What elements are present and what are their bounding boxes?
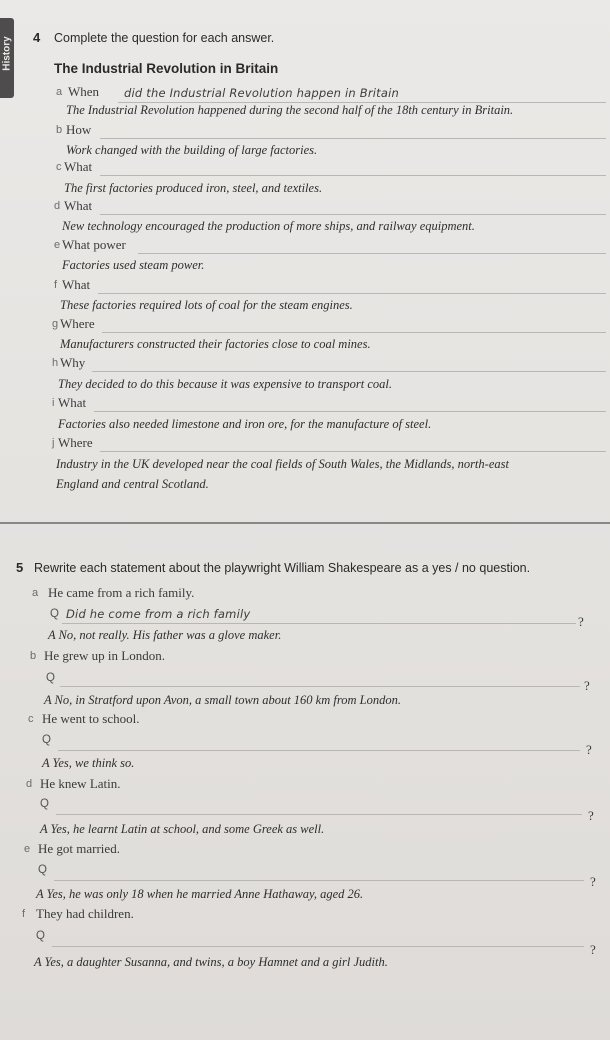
q-label: Q <box>42 734 51 746</box>
item-letter: c <box>28 713 34 725</box>
item-letter: f <box>22 908 26 920</box>
item-letter: h <box>52 357 59 369</box>
exercise-4-instruction: Complete the question for each answer. <box>54 31 275 45</box>
question-stem: Where <box>58 435 93 450</box>
item-letter: i <box>52 397 55 409</box>
answer-text: A Yes, he was only 18 when he married Anne Hathaway, aged 26. <box>36 887 364 901</box>
exercise-4-title: The Industrial Revolution in Britain <box>54 61 279 76</box>
item-letter: e <box>24 843 31 855</box>
question-mark: ? <box>584 678 590 693</box>
item-letter: a <box>56 86 63 98</box>
question-stem: When <box>68 84 100 99</box>
side-tab <box>0 18 14 98</box>
answer-text: Industry in the UK developed near the coal fields of South Wales, the Midlands, north-east <box>56 457 509 471</box>
answer-text: Factories also needed limestone and iron ore, for the manufacture of steel. <box>58 417 432 431</box>
answer-text: A Yes, a daughter Susanna, and twins, a boy Hamnet and a girl Judith. <box>34 955 388 969</box>
handwritten-answer[interactable]: Did he come from a rich family <box>66 607 251 621</box>
question-mark: ? <box>586 742 592 757</box>
item-letter: f <box>54 279 58 291</box>
handwritten-answer[interactable]: did the Industrial Revolution happen in Britain <box>124 86 399 100</box>
item-letter: b <box>30 650 37 662</box>
question-mark: ? <box>578 614 584 629</box>
q-label: Q <box>50 608 59 620</box>
question-stem: What <box>64 198 93 213</box>
answer-text: Work changed with the building of large factories. <box>66 143 318 157</box>
answer-text: The first factories produced iron, steel, and textiles. <box>64 181 323 195</box>
statement-text: He went to school. <box>42 711 140 726</box>
item-letter: g <box>52 318 59 330</box>
answer-text: A No, in Stratford upon Avon, a small town about 160 km from London. <box>44 693 401 707</box>
answer-text: The Industrial Revolution happened during the second half of the 18th century in Britain. <box>66 103 514 117</box>
answer-text: These factories required lots of coal for the steam engines. <box>60 298 353 312</box>
q-label: Q <box>36 930 45 942</box>
answer-text: A No, not really. His father was a glove maker. <box>48 628 282 642</box>
q-label: Q <box>38 864 47 876</box>
side-tab-label: History <box>1 36 13 71</box>
statement-text: They had children. <box>36 906 134 921</box>
statement-text: He got married. <box>38 841 120 856</box>
question-stem: Why <box>60 355 86 370</box>
answer-text: New technology encouraged the production of more ships, and railway equipment. <box>62 219 475 233</box>
exercise-4-number: 4 <box>33 30 41 45</box>
question-stem: What <box>58 395 87 410</box>
question-stem: What <box>62 277 91 292</box>
item-letter: a <box>32 587 39 599</box>
question-stem: What power <box>62 237 126 252</box>
answer-text: A Yes, we think so. <box>42 756 135 770</box>
question-mark: ? <box>588 808 594 823</box>
answer-text-continued: England and central Scotland. <box>56 477 209 491</box>
answer-text: They decided to do this because it was expensive to transport coal. <box>58 377 392 391</box>
item-letter: d <box>54 200 61 212</box>
section-divider <box>0 522 610 524</box>
q-label: Q <box>46 672 55 684</box>
statement-text: He came from a rich family. <box>48 585 195 600</box>
item-letter: c <box>56 161 62 173</box>
question-stem: Where <box>60 316 95 331</box>
item-letter: b <box>56 124 63 136</box>
question-mark: ? <box>590 874 596 889</box>
question-stem: How <box>66 122 92 137</box>
item-letter: j <box>52 437 55 449</box>
answer-text: Manufacturers constructed their factories close to coal mines. <box>60 337 371 351</box>
answer-text: A Yes, he learnt Latin at school, and some Greek as well. <box>40 822 325 836</box>
statement-text: He knew Latin. <box>40 776 121 791</box>
item-letter: d <box>26 778 33 790</box>
question-stem: What <box>64 159 93 174</box>
exercise-5-instruction: Rewrite each statement about the playwright William Shakespeare as a yes / no question. <box>34 561 531 575</box>
exercise-5-number: 5 <box>16 560 24 575</box>
q-label: Q <box>40 798 49 810</box>
answer-text: Factories used steam power. <box>62 258 205 272</box>
statement-text: He grew up in London. <box>44 648 165 663</box>
question-mark: ? <box>590 942 596 957</box>
item-letter: e <box>54 239 61 251</box>
